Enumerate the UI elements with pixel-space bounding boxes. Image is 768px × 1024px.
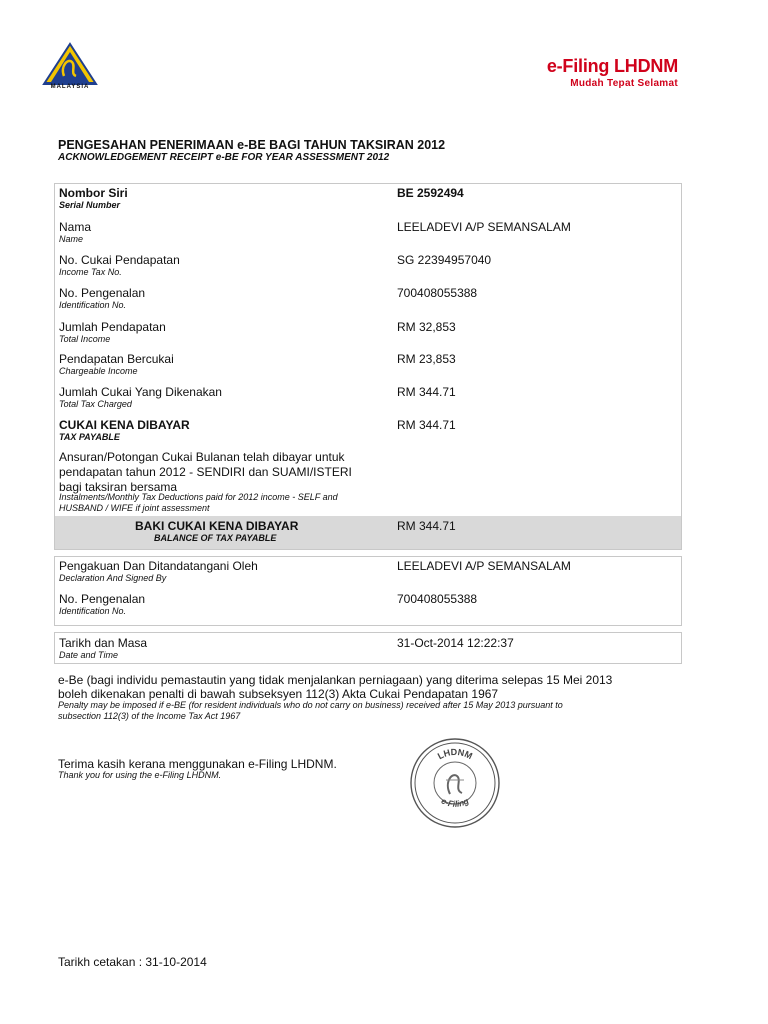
label-ms: Pengakuan Dan Ditandatangani Oleh	[59, 559, 258, 573]
label-ms: No. Pengenalan	[59, 286, 146, 300]
label-ms-line-1: Ansuran/Potongan Cukai Bulanan telah dibayar untuk	[59, 450, 345, 464]
declaration-box	[54, 556, 682, 626]
label-en: Identification No.	[59, 300, 127, 310]
penalty-ms-line-1: e-Be (bagi individu pemastautin yang tidak menjalankan perniagaan) yang diterima selepas 15 Mei 2013	[58, 673, 613, 687]
svg-text:LHDNM	[436, 747, 474, 761]
label-en-line-1: Instalments/Monthly Tax Deductions paid for 2012 income - SELF and	[59, 492, 338, 502]
label-ms-line-2: pendapatan tahun 2012 - SENDIRI dan SUAMI/ISTERI	[59, 465, 352, 479]
brand-tagline: Mudah Tepat Selamat	[570, 78, 678, 89]
label-ms: Nombor Siri	[59, 186, 128, 200]
value: LEELADEVI A/P SEMANSALAM	[397, 559, 571, 573]
label-ms: Jumlah Cukai Yang Dikenakan	[59, 385, 222, 399]
value: SG 22394957040	[397, 253, 492, 267]
penalty-note-en	[58, 700, 678, 722]
label-en: Chargeable Income	[59, 366, 138, 376]
stamp-top-text: LHDNM	[435, 746, 474, 762]
penalty-en-line-1: Penalty may be imposed if e-BE (for resident individuals who do not carry on business) received after 15 May 2013 pursuant to	[58, 700, 563, 710]
label-ms: CUKAI KENA DIBAYAR	[59, 418, 190, 432]
lhdn-logo	[42, 42, 98, 92]
label-en: Declaration And Signed By	[59, 573, 167, 583]
lhdnm-stamp	[408, 736, 502, 830]
thanks-ms: Terima kasih kerana menggunakan e-Filing LHDNM.	[58, 757, 337, 771]
svg-text:e-Filing	[440, 795, 471, 809]
label-en: Total Tax Charged	[59, 399, 132, 409]
lhdn-emblem-icon	[42, 42, 98, 86]
value: RM 32,853	[397, 320, 456, 334]
print-date: Tarikh cetakan : 31-10-2014	[58, 955, 207, 969]
logo-caption: MALAYSIA	[50, 84, 90, 90]
label-en-line-2: HUSBAND / WIFE if joint assessment	[59, 503, 210, 513]
label-ms-line-3: bagi taksiran bersama	[59, 480, 178, 494]
label-ms: Pendapatan Bercukai	[59, 352, 174, 366]
label-ms: Tarikh dan Masa	[59, 636, 148, 650]
value: BE 2592494	[397, 186, 464, 200]
value: 700408055388	[397, 286, 478, 300]
stamp-seal-icon	[408, 736, 502, 830]
value: 700408055388	[397, 592, 478, 606]
label-en: Identification No.	[59, 606, 127, 616]
label-en: Income Tax No.	[59, 267, 122, 277]
penalty-ms-line-2: boleh dikenakan penalti di bawah subseksyen 112(3) Akta Cukai Pendapatan 1967	[58, 687, 499, 701]
label-en: Serial Number	[59, 200, 121, 210]
label-en: Date and Time	[59, 650, 118, 660]
label-ms: No. Cukai Pendapatan	[59, 253, 180, 267]
label-ms: BAKI CUKAI KENA DIBAYAR	[135, 519, 299, 533]
value: LEELADEVI A/P SEMANSALAM	[397, 220, 571, 234]
document-subtitle: ACKNOWLEDGEMENT RECEIPT e-BE FOR YEAR ASSESSMENT 2012	[58, 152, 390, 163]
label-ms: No. Pengenalan	[59, 592, 146, 606]
thanks-en: Thank you for using the e-Filing LHDNM.	[58, 770, 222, 780]
value: RM 344.71	[397, 418, 456, 432]
stamp-bottom-text: e-Filing	[439, 795, 471, 809]
brand-block	[547, 56, 678, 89]
document-title: PENGESAHAN PENERIMAAN e-BE BAGI TAHUN TAKSIRAN 2012	[58, 138, 446, 152]
value: RM 23,853	[397, 352, 456, 366]
penalty-note-ms	[58, 673, 678, 701]
penalty-en-line-2: subsection 112(3) of the Income Tax Act 1967	[58, 711, 241, 721]
label-en: Name	[59, 234, 84, 244]
brand-title: e-Filing LHDNM	[546, 56, 678, 76]
value: RM 344.71	[397, 519, 456, 533]
label-en: TAX PAYABLE	[59, 432, 120, 442]
value: 31-Oct-2014 12:22:37	[397, 636, 514, 650]
label-ms: Nama	[59, 220, 92, 234]
datetime-box	[54, 632, 682, 664]
label-ms: Jumlah Pendapatan	[59, 320, 166, 334]
label-en: BALANCE OF TAX PAYABLE	[154, 533, 277, 543]
value: RM 344.71	[397, 385, 456, 399]
label-en: Total Income	[59, 334, 111, 344]
receipt-details-box	[54, 183, 682, 550]
